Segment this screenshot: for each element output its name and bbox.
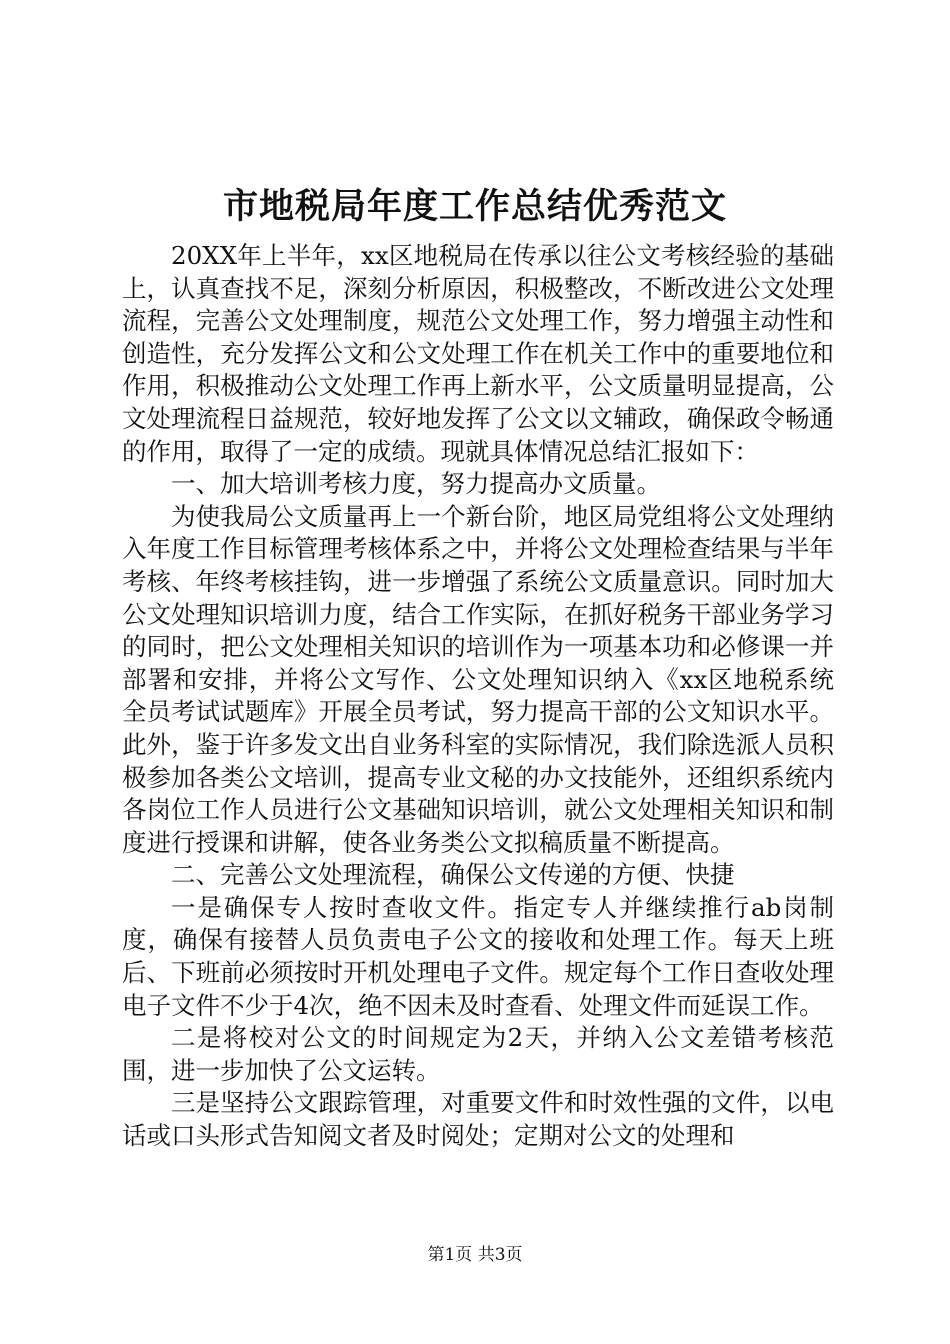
- section-heading-2: 二、完善公文处理流程，确保公文传递的方便、快捷: [171, 860, 735, 890]
- page-number: 第1页 共3页: [427, 1245, 523, 1265]
- document-body: [122, 240, 834, 1153]
- paragraph-item-1: 一是确保专人按时查收文件。指定专人并继续推行ab岗制度，确保有接替人员负责电子公文的接收和处理工作。每天上班后、下班前必须按时开机处理电子文件。规定每个工作日查收处理电子文件不少于4次，绝不因未及时查看、处理文件而延误工作。: [122, 892, 834, 1020]
- paragraph-training: 为使我局公文质量再上一个新台阶，地区局党组将公文处理纳入年度工作目标管理考核体系之中，并将公文处理检查结果与半年考核、年终考核挂钩，进一步增强了系统公文质量意识。同时加大公文处理知识培训力度，结合工作实际，在抓好税务干部业务学习的同时，把公文处理相关知识的培训作为一项基本功和必修课一并部署和安排，并将公文写作、公文处理知识纳入《xx区地税系统全员考试试题库》开展全员考试，努力提高干部的公文知识水平。此外，鉴于许多发文出自业务科室的实际情况，我们除选派人员积极参加各类公文培训，提高专业文秘的办文技能外，还组织系统内各岗位工作人员进行公文基础知识培训，就公文处理相关知识和制度进行授课和讲解，使各业务类公文拟稿质量不断提高。: [122, 501, 834, 857]
- section-heading-1: 一、加大培训考核力度，努力提高办文质量。: [171, 469, 661, 499]
- paragraph-item-2: 二是将校对公文的时间规定为2天，并纳入公文差错考核范围，进一步加快了公文运转。: [122, 1023, 834, 1085]
- paragraph-item-3: 三是坚持公文跟踪管理，对重要文件和时效性强的文件，以电话或口头形式告知阅文者及时阅处；定期对公文的处理和: [122, 1088, 834, 1151]
- document-title: 市地税局年度工作总结优秀范文: [222, 186, 727, 227]
- paragraph-intro: 20XX年上半年，xx区地税局在传承以往公文考核经验的基础上，认真查找不足，深刻分析原因，积极整改，不断改进公文处理流程，完善公文处理制度，规范公文处理工作，努力增强主动性和创造性，充分发挥公文和公文处理工作在机关工作中的重要地位和作用，积极推动公文处理工作再上新水平，公文质量明显提高，公文处理流程日益规范，较好地发挥了公文以文辅政，确保政令畅通的作用，取得了一定的成绩。现就具体情况总结汇报如下：: [122, 241, 834, 466]
